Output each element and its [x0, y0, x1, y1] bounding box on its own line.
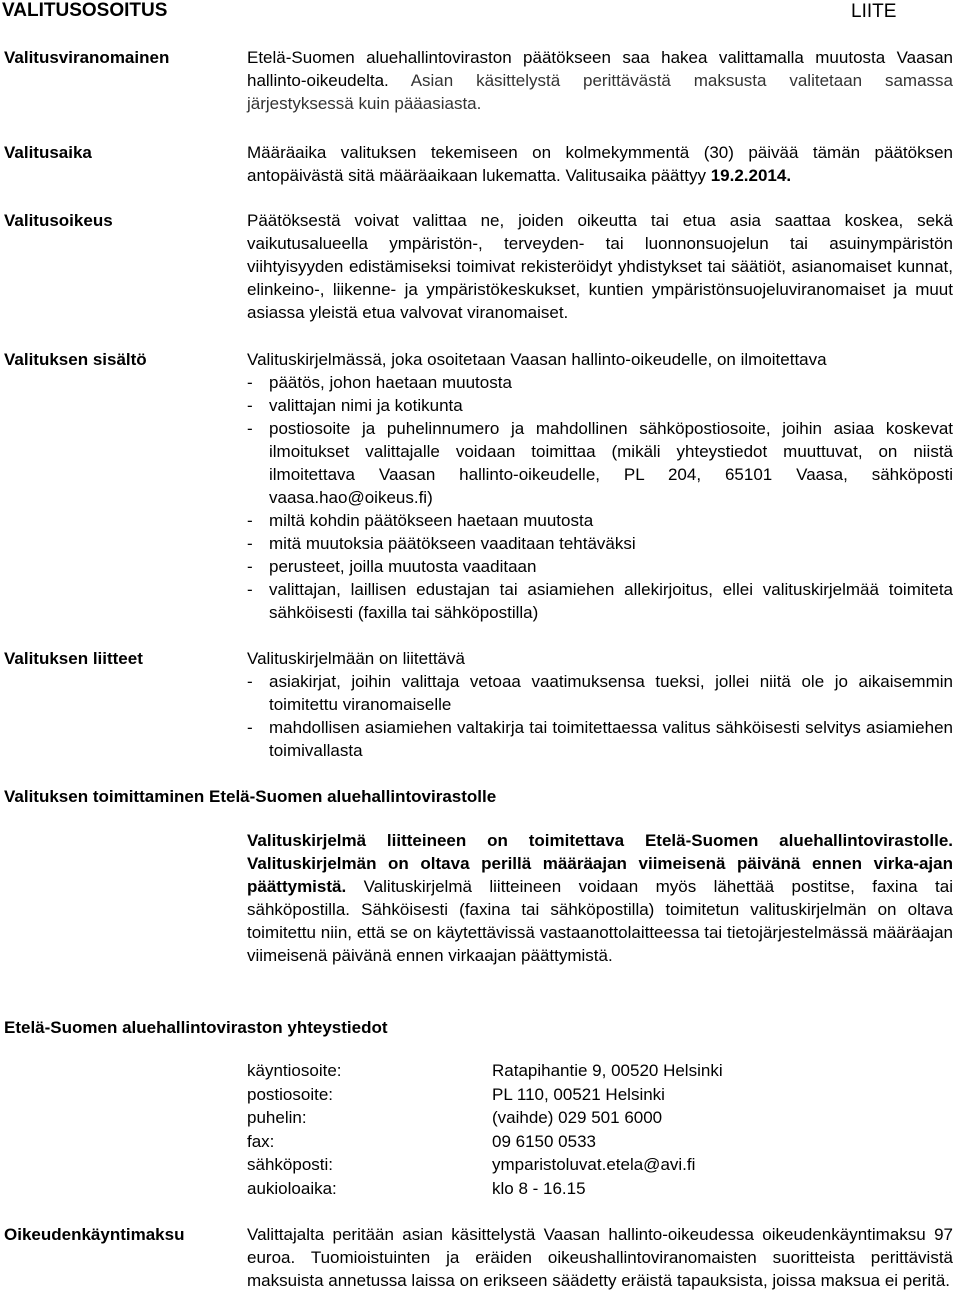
contact-value: Ratapihantie 9, 00520 Helsinki: [492, 1061, 723, 1080]
list-item: - mitä muutoksia päätökseen vaaditaan tehtäväksi: [247, 532, 953, 555]
contact-value: PL 110, 00521 Helsinki: [492, 1084, 665, 1104]
list-item: - perusteet, joilla muutosta vaaditaan: [247, 555, 953, 578]
liitteet-intro: Valituskirjelmään on liitettävä: [247, 649, 465, 668]
section-body-valitusaika: [247, 141, 953, 187]
section-body-toimittaminen: [247, 829, 953, 967]
contact-key: sähköposti:: [247, 1155, 333, 1174]
list-item: - mahdollisen asiamiehen valtakirja tai toimitettaessa valitus sähköisesti selvitys asiamiehen toimivallasta: [247, 716, 953, 762]
table-row: [247, 1108, 723, 1132]
table-row: [247, 1155, 723, 1179]
table-row: [247, 1085, 723, 1109]
contact-key: aukioloaika:: [247, 1178, 337, 1198]
section-body-valitusviranomainen: [247, 46, 953, 115]
document-title: VALITUSOSOITUS: [2, 0, 168, 21]
heading-yhteystiedot: Etelä-Suomen aluehallintoviraston yhteystiedot: [4, 1018, 388, 1037]
valitusaika-date: 19.2.2014.: [710, 166, 792, 185]
sisalto-list: [247, 371, 953, 624]
contact-key: postiosoite:: [247, 1084, 333, 1104]
section-body-liitteet: [247, 647, 953, 762]
list-item: - postiosoite ja puhelinnumero ja mahdollinen sähköpostiosoite, joihin asiaa koskevat ilmoitukset valittajalle voidaan toimittaa (mikäli yhteystiedot muuttuvat, on niistä ilmoitettava Vaasan hallinto-oikeudelle, PL 204, 65101 Vaasa, sähköposti vaasa.hao@oikeus.fi): [247, 417, 953, 509]
table-row: [247, 1179, 723, 1203]
valitusaika-text: Määräaika valituksen tekemiseen on kolmekymmentä (30) päivää tämän päätöksen antopäivästä sitä määräaikaan lukematta. Valitusaika päättyy: [247, 143, 953, 185]
kayntimaksu-text: Valittajalta peritään asian käsittelystä Vaasan hallinto-oikeudessa oikeudenkäyntimaksu 97 euroa. Tuomioistuinten ja eräiden oikeushallintoviranomaisten suoritteista perittävistä maksuista annetussa laissa on erikseen säädetty eräistä tapauksista, joissa maksua ei peritä.: [247, 1225, 953, 1290]
section-label-liitteet: Valituksen liitteet: [4, 649, 143, 668]
list-item: - asiakirjat, joihin valittaja vetoaa vaatimuksensa tueksi, jollei niitä ole jo aikaisemmin toimitettu viranomaiselle: [247, 670, 953, 716]
section-label-valitusaika: Valitusaika: [4, 143, 92, 162]
section-body-sisalto: [247, 348, 953, 624]
table-row: [247, 1061, 723, 1085]
contact-key: puhelin:: [247, 1108, 307, 1127]
sisalto-intro: Valituskirjelmässä, joka osoitetaan Vaasan hallinto-oikeudelle, on ilmoitettava: [247, 350, 827, 369]
list-item: - päätös, johon haetaan muutosta: [247, 371, 953, 394]
list-item: - miltä kohdin päätökseen haetaan muutosta: [247, 509, 953, 532]
valitusviranomainen-text-1: Etelä-Suomen aluehallintoviraston päätökseen saa hakea valittamalla muutosta Vaasan hallinto-oikeudelta.: [247, 48, 953, 90]
valitusoikeus-text: Päätöksestä voivat valittaa ne, joiden oikeutta tai etua asia saattaa koskea, sekä vaikutusalueella ympäristön-, terveyden- tai luonnonsuojelun tai asuinympäristön viihtyisyyden edistämiseksi toimivat rekisteröidyt yhdistykset tai säätiöt, asianomaiset kunnat, elinkeino-, liikenne- ja ympäristökeskukset, kuntien ympäristönsuojeluviranomaiset ja muut asiassa yleistä etua valvovat viranomaiset.: [247, 211, 953, 322]
liitteet-list: [247, 670, 953, 762]
contact-value: 09 6150 0533: [492, 1131, 596, 1151]
contact-key: käyntiosoite:: [247, 1061, 342, 1080]
contact-table: [247, 1061, 723, 1202]
valitusviranomainen-text-2: Asian käsittelystä perittävästä maksusta valitetaan samassa järjestyksessä kuin pääasiasta.: [247, 71, 953, 113]
toimittaminen-bold-1: Valituskirjelmä liitteineen on toimitettava Etelä-Suomen aluehallintovirastolle.: [247, 831, 953, 850]
section-label-kayntimaksu: Oikeudenkäyntimaksu: [4, 1225, 185, 1244]
section-label-sisalto: Valituksen sisältö: [4, 350, 147, 369]
section-label-valitusoikeus: Valitusoikeus: [4, 211, 113, 230]
contact-value: (vaihde) 029 501 6000: [492, 1108, 663, 1127]
section-label-valitusviranomainen: Valitusviranomainen: [4, 48, 170, 67]
list-item: - valittajan, laillisen edustajan tai asiamiehen allekirjoitus, ellei valituskirjelmää toimiteta sähköisesti (faxilla tai sähköpostilla): [247, 578, 953, 624]
contact-value: ymparistoluvat.etela@avi.fi: [492, 1155, 696, 1174]
contact-value: klo 8 - 16.15: [492, 1178, 586, 1198]
list-item: - valittajan nimi ja kotikunta: [247, 394, 953, 417]
attachment-tag: LIITE: [851, 1, 897, 22]
contact-key: fax:: [247, 1131, 275, 1151]
heading-toimittaminen: Valituksen toimittaminen Etelä-Suomen aluehallintovirastolle: [4, 787, 497, 806]
table-row: [247, 1132, 723, 1156]
toimittaminen-bold-2: Valituskirjelmän on oltava perillä määräajan viimeisenä päivänä ennen virka-ajan päättymistä.: [247, 854, 953, 896]
toimittaminen-text: Valituskirjelmä liitteineen voidaan myös lähettää postitse, faxina tai sähköpostilla. Sähköisesti (faxina tai sähköpostilla) toimitetun valituskirjelmän on oltava toimitettu niin, että se on käytettävissä vastaanottolaitteessa tai tietojärjestelmässä määräajan viimeisenä päivänä ennen virkaajan päättymistä.: [247, 877, 953, 965]
